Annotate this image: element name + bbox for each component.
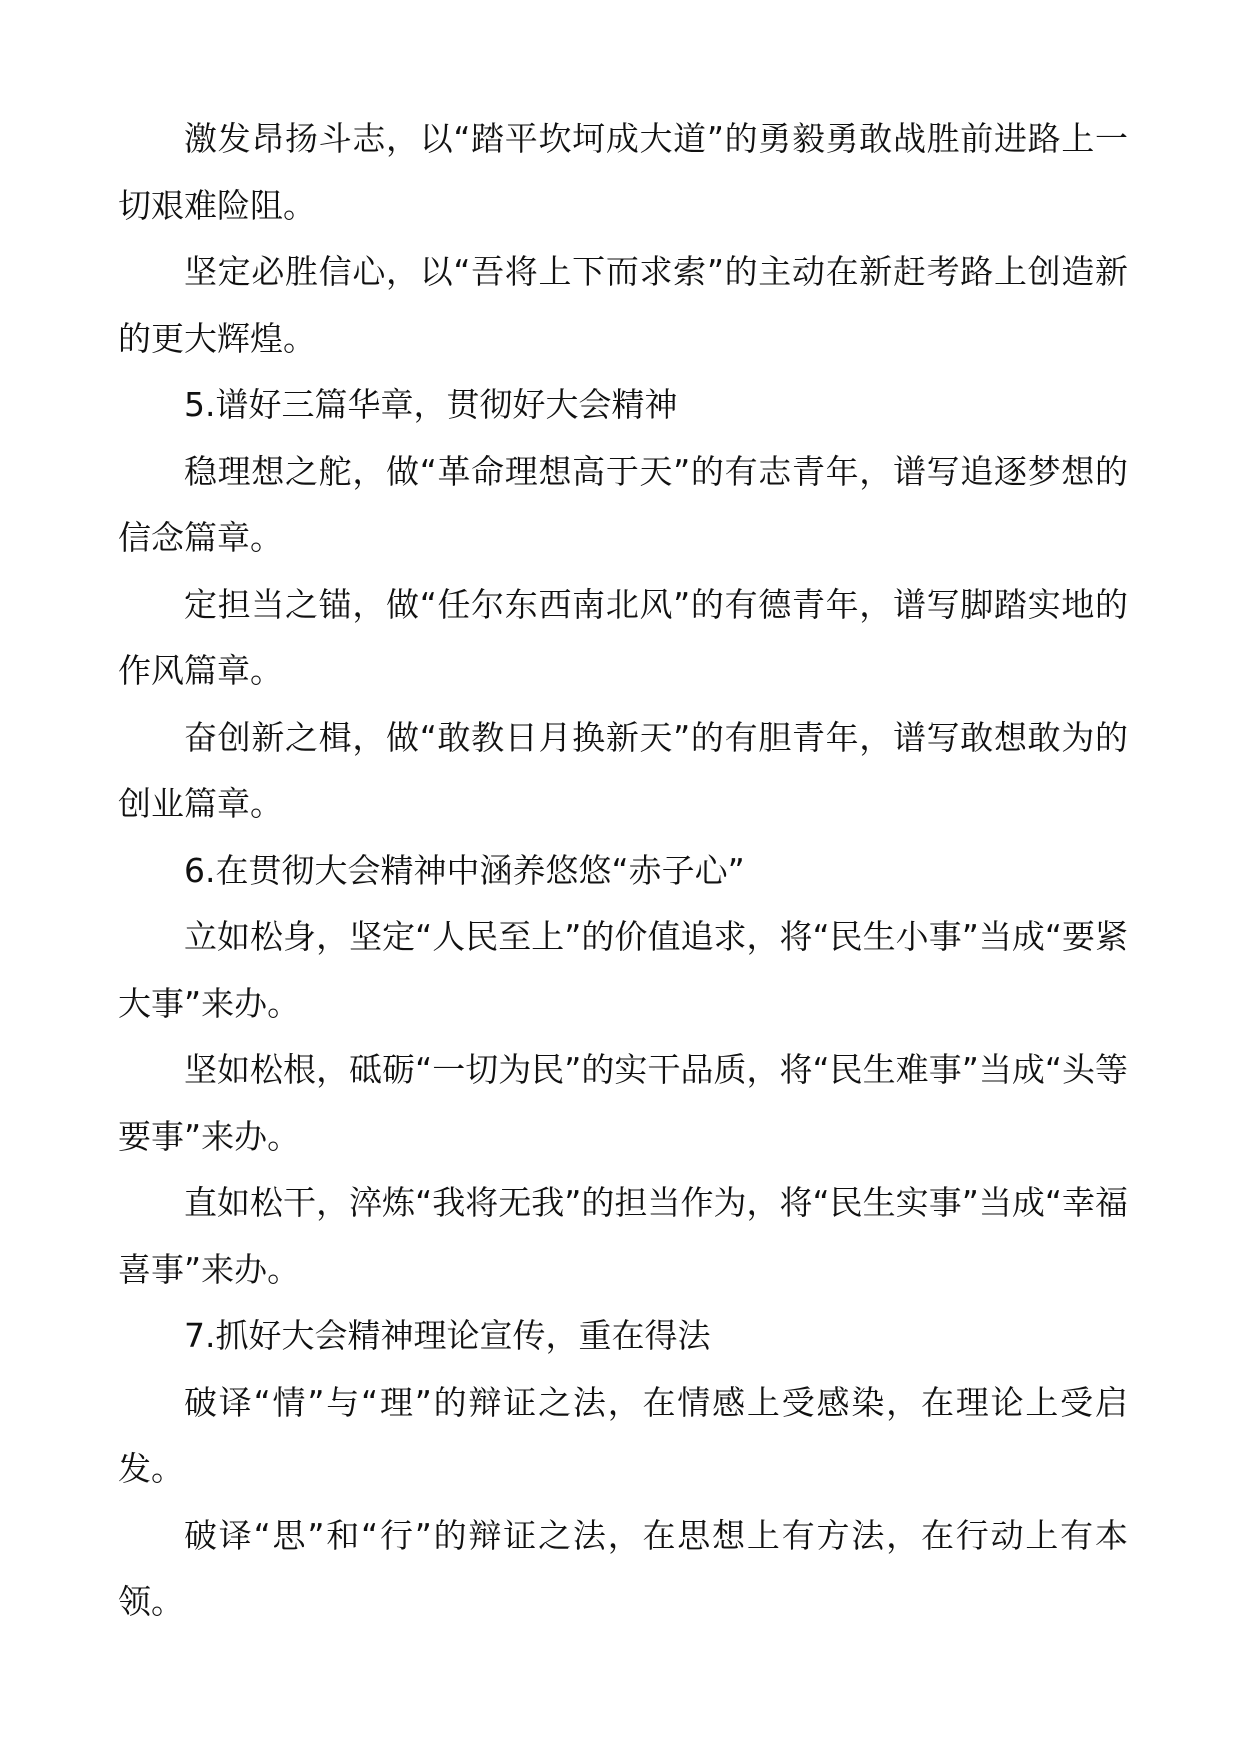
paragraph: 稳理想之舵，做“革命理想高于天”的有志青年，谱写追逐梦想的信念篇章。 <box>118 451 1128 557</box>
paragraph: 直如松干，淬炼“我将无我”的担当作为，将“民生实事”当成“幸福喜事”来办。 <box>118 1183 1128 1289</box>
paragraph: 坚如松根，砥砺“一切为民”的实干品质，将“民生难事”当成“头等要事”来办。 <box>118 1050 1128 1156</box>
document-body <box>118 106 1128 1636</box>
section-heading: 5.谱好三篇华章，贯彻好大会精神 <box>184 385 678 424</box>
paragraph: 立如松身，坚定“人民至上”的价值追求，将“民生小事”当成“要紧大事”来办。 <box>118 917 1128 1023</box>
paragraph: 激发昂扬斗志，以“踏平坎坷成大道”的勇毅勇敢战胜前进路上一切艰难险阻。 <box>118 119 1128 225</box>
paragraph: 奋创新之楫，做“敢教日月换新天”的有胆青年，谱写敢想敢为的创业篇章。 <box>118 717 1128 823</box>
paragraph: 定担当之锚，做“任尔东西南北风”的有德青年，谱写脚踏实地的作风篇章。 <box>118 584 1128 690</box>
section-heading: 6.在贯彻大会精神中涵养悠悠“赤子心” <box>184 850 745 890</box>
paragraph: 坚定必胜信心，以“吾将上下而求索”的主动在新赶考路上创造新的更大辉煌。 <box>118 252 1128 358</box>
paragraph: 破译“思”和“行”的辩证之法，在思想上有方法，在行动上有本领。 <box>118 1515 1128 1621</box>
paragraph: 破译“情”与“理”的辩证之法，在情感上受感染，在理论上受启发。 <box>118 1382 1128 1488</box>
section-heading: 7.抓好大会精神理论宣传，重在得法 <box>184 1316 711 1355</box>
